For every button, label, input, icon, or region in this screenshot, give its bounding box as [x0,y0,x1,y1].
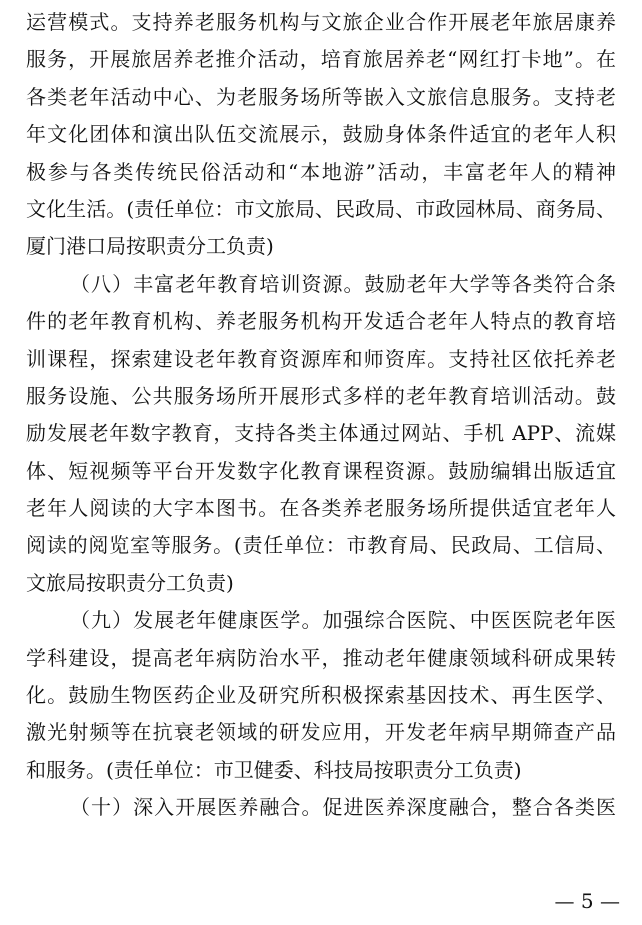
text-line: 阅读的阅览室等服务。(责任单位：市教育局、民政局、工信局、 [26,533,616,558]
text-line: 和服务。(责任单位：市卫健委、科技局按职责分工负责) [26,757,522,782]
section-heading-10: （十）深入开展医养融合。促进医养深度融合，整合各类医 [70,795,616,820]
text-line: 文旅局按职责分工负责) [26,570,234,595]
section-heading-9: （九）发展老年健康医学。加强综合医院、中医医院老年医 [70,608,616,633]
text-line: 运营模式。支持养老服务机构与文旅企业合作开展老年旅居康养 [26,10,616,34]
text-line: 厦门港口局按职责分工负责) [26,234,274,259]
text-line: 件的老年教育机构、养老服务机构开发适合老年人特点的教育培 [26,309,616,334]
text-line: 服务设施、公共服务场所开展形式多样的老年教育培训活动。鼓 [26,383,616,408]
text-line: 极参与各类传统民俗活动和“本地游”活动，丰富老年人的精神 [26,159,616,184]
text-line: 训课程，探索建设老年教育资源库和师资库。支持社区依托养老 [26,346,616,371]
text-line: 学科建设，提高老年病防治水平，推动老年健康领域科研成果转 [26,645,616,670]
text-line: 各类老年活动中心、为老服务场所等嵌入文旅信息服务。支持老 [26,84,616,109]
text-line: 励发展老年数字教育，支持各类主体通过网站、手机 APP、流媒 [26,421,616,446]
text-line: 服务，开展旅居养老推介活动，培育旅居养老“网红打卡地”。在 [26,47,616,72]
section-heading-8: （八）丰富老年教育培训资源。鼓励老年大学等各类符合条 [70,271,616,296]
text-line: 文化生活。(责任单位：市文旅局、民政局、市政园林局、商务局、 [26,196,616,221]
document-body [26,4,616,827]
text-line: 激光射频等在抗衰老领域的研发应用，开发老年病早期筛查产品 [26,720,616,745]
text-line: 体、短视频等平台开发数字化教育课程资源。鼓励编辑出版适宜 [26,458,616,483]
page-number: — 5 — [554,889,620,913]
text-line: 年文化团体和演出队伍交流展示，鼓励身体条件适宜的老年人积 [26,122,616,147]
text-line: 化。鼓励生物医药企业及研究所积极探索基因技术、再生医学、 [26,683,616,708]
text-line: 老年人阅读的大字本图书。在各类养老服务场所提供适宜老年人 [26,496,616,521]
